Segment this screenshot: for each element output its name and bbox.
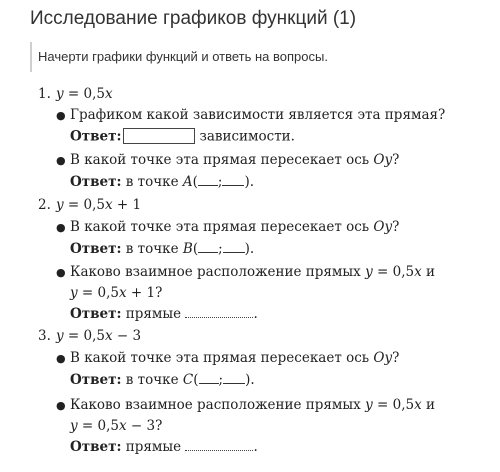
answer-text: в точке [125, 241, 179, 257]
answer-text: прямые [125, 439, 182, 455]
paren-open: ( [192, 241, 199, 257]
x-blank[interactable] [199, 372, 219, 384]
answer-label: Ответ: [70, 128, 122, 145]
question-line-2: y = 0,5x + 1? [70, 285, 163, 301]
separator: ; [218, 241, 223, 257]
item-number: 3. [38, 328, 51, 344]
answer-label: Ответ: [70, 439, 122, 455]
bullet-icon: ● [56, 266, 66, 279]
bullet-icon: ● [56, 109, 66, 122]
question: Графиком какой зависимости является эта прямая? [70, 107, 446, 123]
answer-label: Ответ: [70, 241, 122, 257]
question-line-1: Каково взаимное расположение прямых y = 0,5x и [70, 264, 436, 280]
answer-blank[interactable] [185, 439, 253, 451]
answer-suffix: зависимости. [199, 128, 295, 145]
paren-close: ). [244, 241, 255, 257]
answer-line [70, 439, 258, 455]
point-name: A [182, 174, 193, 190]
item-number: 1. [38, 86, 51, 102]
answer-line [70, 128, 295, 146]
answer-text: в точке [125, 174, 179, 190]
bullet-icon: ● [56, 352, 66, 365]
answer-input-box[interactable] [123, 128, 195, 144]
answer-line [70, 174, 254, 190]
answer-label: Ответ: [70, 372, 122, 388]
paren-close: ). [245, 372, 255, 388]
item-number: 2. [38, 197, 51, 213]
y-blank[interactable] [222, 174, 244, 186]
instruction-text: Начерти графики функций и ответь на вопросы. [38, 49, 328, 64]
question: В какой точке эта прямая пересекает ось Oy? [70, 152, 400, 168]
answer-line [70, 241, 254, 257]
answer-line [70, 306, 258, 322]
x-blank[interactable] [198, 241, 218, 253]
instruction-bar [30, 42, 32, 72]
point-name: C [182, 372, 194, 388]
period: . [253, 439, 258, 455]
bullet-icon: ● [56, 399, 66, 412]
separator: ; [217, 174, 223, 190]
answer-text: в точке [125, 372, 179, 388]
equation: y = 0,5x + 1 [56, 197, 142, 213]
paren-close: ). [244, 174, 255, 190]
y-blank[interactable] [223, 241, 245, 253]
page-title: Исследование графиков функций (1) [30, 8, 357, 29]
bullet-icon: ● [56, 154, 66, 167]
question: В какой точке эта прямая пересекает ось Oy? [70, 219, 400, 235]
period: . [253, 306, 258, 322]
question-line-1: Каково взаимное расположение прямых y = 0,5x и [70, 397, 436, 413]
separator: ; [218, 372, 224, 388]
equation: y = 0,5x [56, 86, 113, 102]
answer-text: прямые [125, 306, 182, 322]
answer-blank[interactable] [185, 306, 253, 318]
point-name: B [182, 241, 193, 257]
x-blank[interactable] [198, 174, 218, 186]
question-line-2: y = 0,5x − 3? [70, 418, 163, 434]
paren-open: ( [192, 174, 198, 190]
bullet-icon: ● [56, 221, 66, 234]
y-blank[interactable] [223, 372, 245, 384]
question: В какой точке эта прямая пересекает ось Oy? [70, 350, 400, 366]
answer-label: Ответ: [70, 306, 122, 322]
answer-label: Ответ: [70, 174, 122, 190]
answer-line [70, 372, 255, 388]
paren-open: ( [193, 372, 199, 388]
equation: y = 0,5x − 3 [56, 328, 142, 344]
